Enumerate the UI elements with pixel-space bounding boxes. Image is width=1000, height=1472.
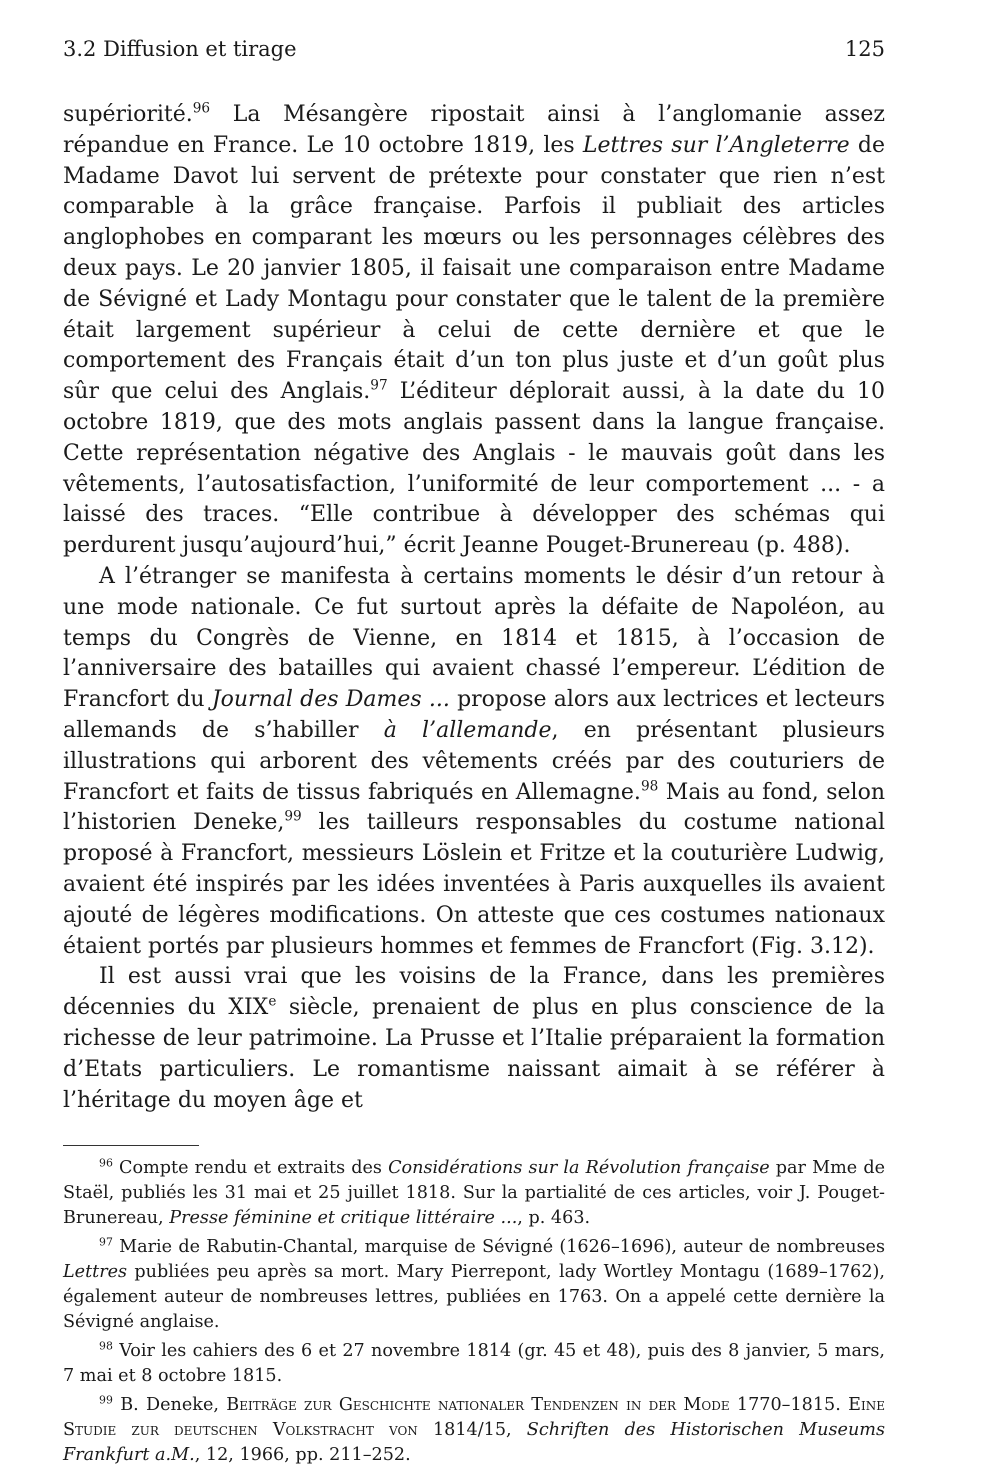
text-run: Il est aussi vrai que les voisins de la France, dans les premières décennies du XIX — [63, 964, 885, 1021]
text-run: , en présentant plusieurs illustrations qui arborent des vêtements créés par des couturiers de Francfort et faits de tissus fabriqués en Allemagne. — [63, 717, 885, 805]
italic-run: Considérations sur la Révolution française — [388, 1158, 770, 1179]
text-run: les tailleurs responsables du costume national proposé à Francfort, messieurs Löslein et Fritze et la couturière Ludwig, avaient été inspirés par les idées inventées à Paris auxquelles ils avaient ajouté de légères modifications. On atteste que ces costumes nationaux étaient portés par plusieurs hommes et femmes de Francfort (Fig. 3.12). — [63, 810, 885, 959]
footnote-marker: 96 — [99, 1156, 113, 1170]
text-run: supériorité. — [63, 102, 193, 127]
footnote-marker: 97 — [370, 377, 388, 394]
footnote-marker: 96 — [192, 100, 211, 117]
running-header — [63, 34, 885, 64]
footnotes — [63, 1156, 885, 1468]
text-run: , — [506, 1420, 527, 1441]
footnote-marker: 99 — [99, 1393, 113, 1407]
footnote-marker: 98 — [99, 1339, 113, 1353]
footnote-marker: e — [268, 993, 277, 1010]
text-run: propose alors aux lectrices et lecteurs allemands de s’habiller — [63, 687, 886, 743]
text-run: Voir les cahiers des 6 et 27 novembre 1814 (gr. 45 et 48), puis des 8 janvier, 5 mars, 7 mai et 8 octobre 1815. — [63, 1341, 885, 1387]
italic-run: à l’allemande — [383, 717, 552, 743]
section-title: 3.2 Diffusion et tirage — [63, 37, 297, 61]
text-run: A l’étranger se manifesta à certains moments le désir d’un retour à une mode nationale. Ce fut surtout après la défaite de Napoléon, au temps du Congrès de Vienne, en 1814 et 1815, à l’occasion de l’anniversaire des batailles qui avaient chassé l’empereur. L’édition de Francfort du — [63, 563, 885, 713]
paragraph — [63, 962, 885, 1116]
italic-run: Lettres sur l’Angleterre — [582, 132, 850, 158]
text-run: , p. 463. — [517, 1208, 591, 1229]
footnote-marker: 99 — [284, 808, 302, 825]
text-run: publiées peu après sa mort. Mary Pierrepont, lady Wortley Montagu (1689–1762), également auteur de nombreuses lettres, publiées en 1763. On a appelé cette dernière la Sévigné anglaise. — [63, 1262, 885, 1333]
footnote-99 — [63, 1393, 885, 1468]
text-run: L’éditeur déplorait aussi, à la date du 10 octobre 1819, que des mots anglais passent dans la langue française. Cette représentation négative des Anglais - le mauvais goût dans les vêtements, l’autosatisfaction, l’uniformité de leur comportement ... - a laissé des traces. “Elle contribue à développer des schémas qui perdurent jusqu’aujourd’hui,” écrit Jeanne Pouget-Brunereau (p. 488). — [63, 379, 886, 559]
text-run: de Madame Davot lui servent de prétexte pour constater que rien n’est comparable à la grâce française. Parfois il publiait des articles anglophobes en comparant les mœurs ou les personnages célèbres des deux pays. Le 20 janvier 1805, il faisait une comparaison entre Madame de Sévigné et Lady Montagu pour constater que le talent de la première était largement supérieur à celui de cette dernière et que le comportement des Français était d’un ton plus juste et d’un goût plus sûr que celui des Anglais. — [63, 132, 885, 405]
small-caps-run: Beiträge zur Geschichte nationaler Tendenzen in der Mode 1770–1815. Eine Studie zur deutschen Volkstracht von 1814/15 — [63, 1395, 885, 1441]
text-run: par Mme de Staël, publiés les 31 mai et 25 juillet 1818. Sur la partialité de ces articles, voir J. Pouget-Brunereau, — [63, 1158, 885, 1229]
footnote-rule — [63, 1145, 199, 1146]
text-run: siècle, prenaient de plus en plus conscience de la richesse de leur patrimoine. La Prusse et l’Italie préparaient la formation d’Etats particuliers. Le romantisme naissant aimait à se référer à l’héritage du moyen âge et — [63, 995, 885, 1113]
text-run: Marie de Rabutin-Chantal, marquise de Sévigné (1626–1696), auteur de nombreuses — [112, 1237, 885, 1258]
footnote-marker: 97 — [99, 1235, 113, 1249]
page-number: 125 — [844, 37, 885, 61]
italic-run: Lettres — [63, 1262, 128, 1283]
italic-run: Presse féminine et critique littéraire ... — [169, 1208, 518, 1229]
paragraph — [63, 562, 885, 962]
italic-run: Journal des Dames ... — [211, 687, 450, 713]
text-run: Compte rendu et extraits des — [112, 1158, 389, 1179]
paragraph — [63, 100, 885, 562]
footnote-97 — [63, 1235, 885, 1335]
text-run: Mais au fond, selon l’historien Deneke, — [63, 779, 885, 836]
footnote-96 — [63, 1156, 885, 1231]
footnote-marker: 98 — [640, 778, 659, 795]
text-run: B. Deneke, — [112, 1395, 227, 1416]
footnote-98 — [63, 1339, 885, 1389]
text-run: , 12, 1966, pp. 211–252. — [194, 1445, 411, 1466]
main-text — [63, 100, 885, 1116]
book-page — [63, 34, 885, 1472]
italic-run: Schriften des Historischen Museums Frankfurt a.M. — [63, 1420, 885, 1466]
text-run: La Mésangère ripostait ainsi à l’anglomanie assez répandue en France. Le 10 octobre 1819, les — [63, 102, 885, 158]
